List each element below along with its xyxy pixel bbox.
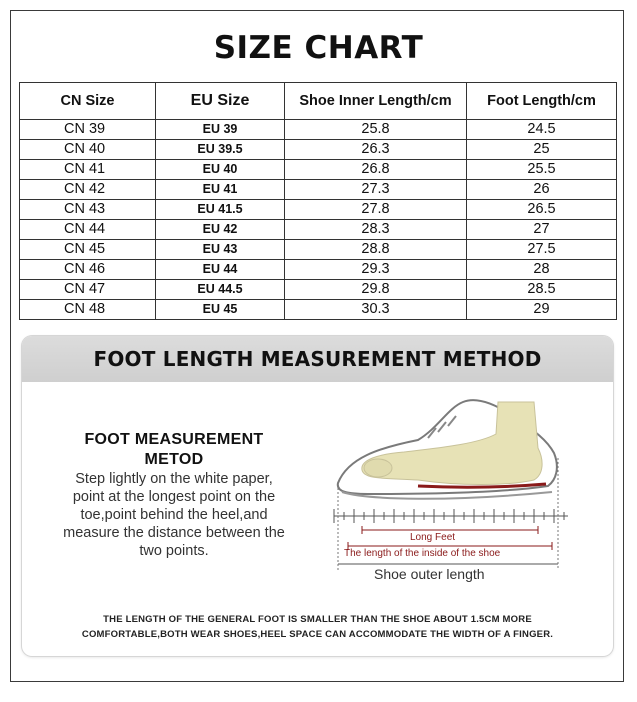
cell-foot-length: 24.5 bbox=[467, 120, 617, 140]
cell-shoe-inner-length: 28.8 bbox=[285, 240, 467, 260]
page-title: SIZE CHART bbox=[213, 30, 424, 66]
cell-eu-size: EU 41.5 bbox=[156, 200, 285, 220]
measurement-description: Step lightly on the white paper, point at the longest point on the toe,point behind the heel,and measure the distance between the two points. bbox=[63, 471, 285, 559]
size-table bbox=[19, 82, 617, 320]
table-row bbox=[20, 140, 617, 160]
table-row bbox=[20, 300, 617, 320]
cell-foot-length: 26 bbox=[467, 180, 617, 200]
cell-shoe-inner-length: 30.3 bbox=[285, 300, 467, 320]
size-table-body bbox=[20, 120, 617, 320]
cell-eu-size: EU 40 bbox=[156, 160, 285, 180]
cell-foot-length: 28 bbox=[467, 260, 617, 280]
cell-cn-size: CN 39 bbox=[20, 120, 156, 140]
table-row bbox=[20, 260, 617, 280]
table-header-row bbox=[20, 83, 617, 120]
cell-shoe-inner-length: 27.8 bbox=[285, 200, 467, 220]
cell-eu-size: EU 43 bbox=[156, 240, 285, 260]
fit-note-line-2: COMFORTABLE,BOTH WEAR SHOES,HEEL SPACE CAN ACCOMMODATE THE WIDTH OF A FINGER. bbox=[81, 629, 554, 640]
cell-shoe-inner-length: 26.3 bbox=[285, 140, 467, 160]
cell-foot-length: 27 bbox=[467, 220, 617, 240]
fit-note bbox=[22, 612, 613, 642]
cell-cn-size: CN 48 bbox=[20, 300, 156, 320]
cell-shoe-inner-length: 29.3 bbox=[285, 260, 467, 280]
header-eu-size: EU Size bbox=[156, 83, 285, 120]
outer-length-label: Shoe outer length bbox=[374, 566, 485, 582]
table-row bbox=[20, 280, 617, 300]
cell-foot-length: 25.5 bbox=[467, 160, 617, 180]
cell-cn-size: CN 40 bbox=[20, 140, 156, 160]
cell-eu-size: EU 45 bbox=[156, 300, 285, 320]
cell-eu-size: EU 41 bbox=[156, 180, 285, 200]
cell-eu-size: EU 44.5 bbox=[156, 280, 285, 300]
cell-eu-size: EU 39 bbox=[156, 120, 285, 140]
header-foot-length: Foot Length/cm bbox=[467, 83, 617, 120]
foot-icon bbox=[362, 402, 542, 485]
table-row bbox=[20, 120, 617, 140]
cell-shoe-inner-length: 26.8 bbox=[285, 160, 467, 180]
cell-foot-length: 29 bbox=[467, 300, 617, 320]
table-row bbox=[20, 220, 617, 240]
table-row bbox=[20, 240, 617, 260]
measurement-panel bbox=[22, 336, 613, 656]
cell-cn-size: CN 45 bbox=[20, 240, 156, 260]
table-row bbox=[20, 180, 617, 200]
cell-eu-size: EU 44 bbox=[156, 260, 285, 280]
cell-cn-size: CN 44 bbox=[20, 220, 156, 240]
table-row bbox=[20, 160, 617, 180]
cell-shoe-inner-length: 29.8 bbox=[285, 280, 467, 300]
cell-foot-length: 26.5 bbox=[467, 200, 617, 220]
measurement-sub-title: FOOT MEASUREMENT METOD bbox=[84, 431, 264, 468]
inside-shoe-label: The length of the inside of the shoe bbox=[344, 548, 501, 559]
long-feet-label: Long Feet bbox=[410, 532, 456, 543]
measurement-heading: FOOT LENGTH MEASUREMENT METHOD bbox=[22, 336, 613, 382]
cell-eu-size: EU 42 bbox=[156, 220, 285, 240]
ruler-icon bbox=[334, 509, 568, 523]
cell-eu-size: EU 39.5 bbox=[156, 140, 285, 160]
header-cn-size: CN Size bbox=[20, 83, 156, 120]
fit-note-line-1: THE LENGTH OF THE GENERAL FOOT IS SMALLER THAN THE SHOE ABOUT 1.5CM MORE bbox=[103, 614, 532, 625]
cell-foot-length: 25 bbox=[467, 140, 617, 160]
cell-cn-size: CN 43 bbox=[20, 200, 156, 220]
cell-foot-length: 28.5 bbox=[467, 280, 617, 300]
cell-shoe-inner-length: 28.3 bbox=[285, 220, 467, 240]
cell-cn-size: CN 46 bbox=[20, 260, 156, 280]
table-row bbox=[20, 200, 617, 220]
cell-cn-size: CN 42 bbox=[20, 180, 156, 200]
cell-shoe-inner-length: 25.8 bbox=[285, 120, 467, 140]
cell-cn-size: CN 47 bbox=[20, 280, 156, 300]
cell-foot-length: 27.5 bbox=[467, 240, 617, 260]
cell-cn-size: CN 41 bbox=[20, 160, 156, 180]
cell-shoe-inner-length: 27.3 bbox=[285, 180, 467, 200]
header-shoe-inner-length: Shoe Inner Length/cm bbox=[285, 83, 467, 120]
